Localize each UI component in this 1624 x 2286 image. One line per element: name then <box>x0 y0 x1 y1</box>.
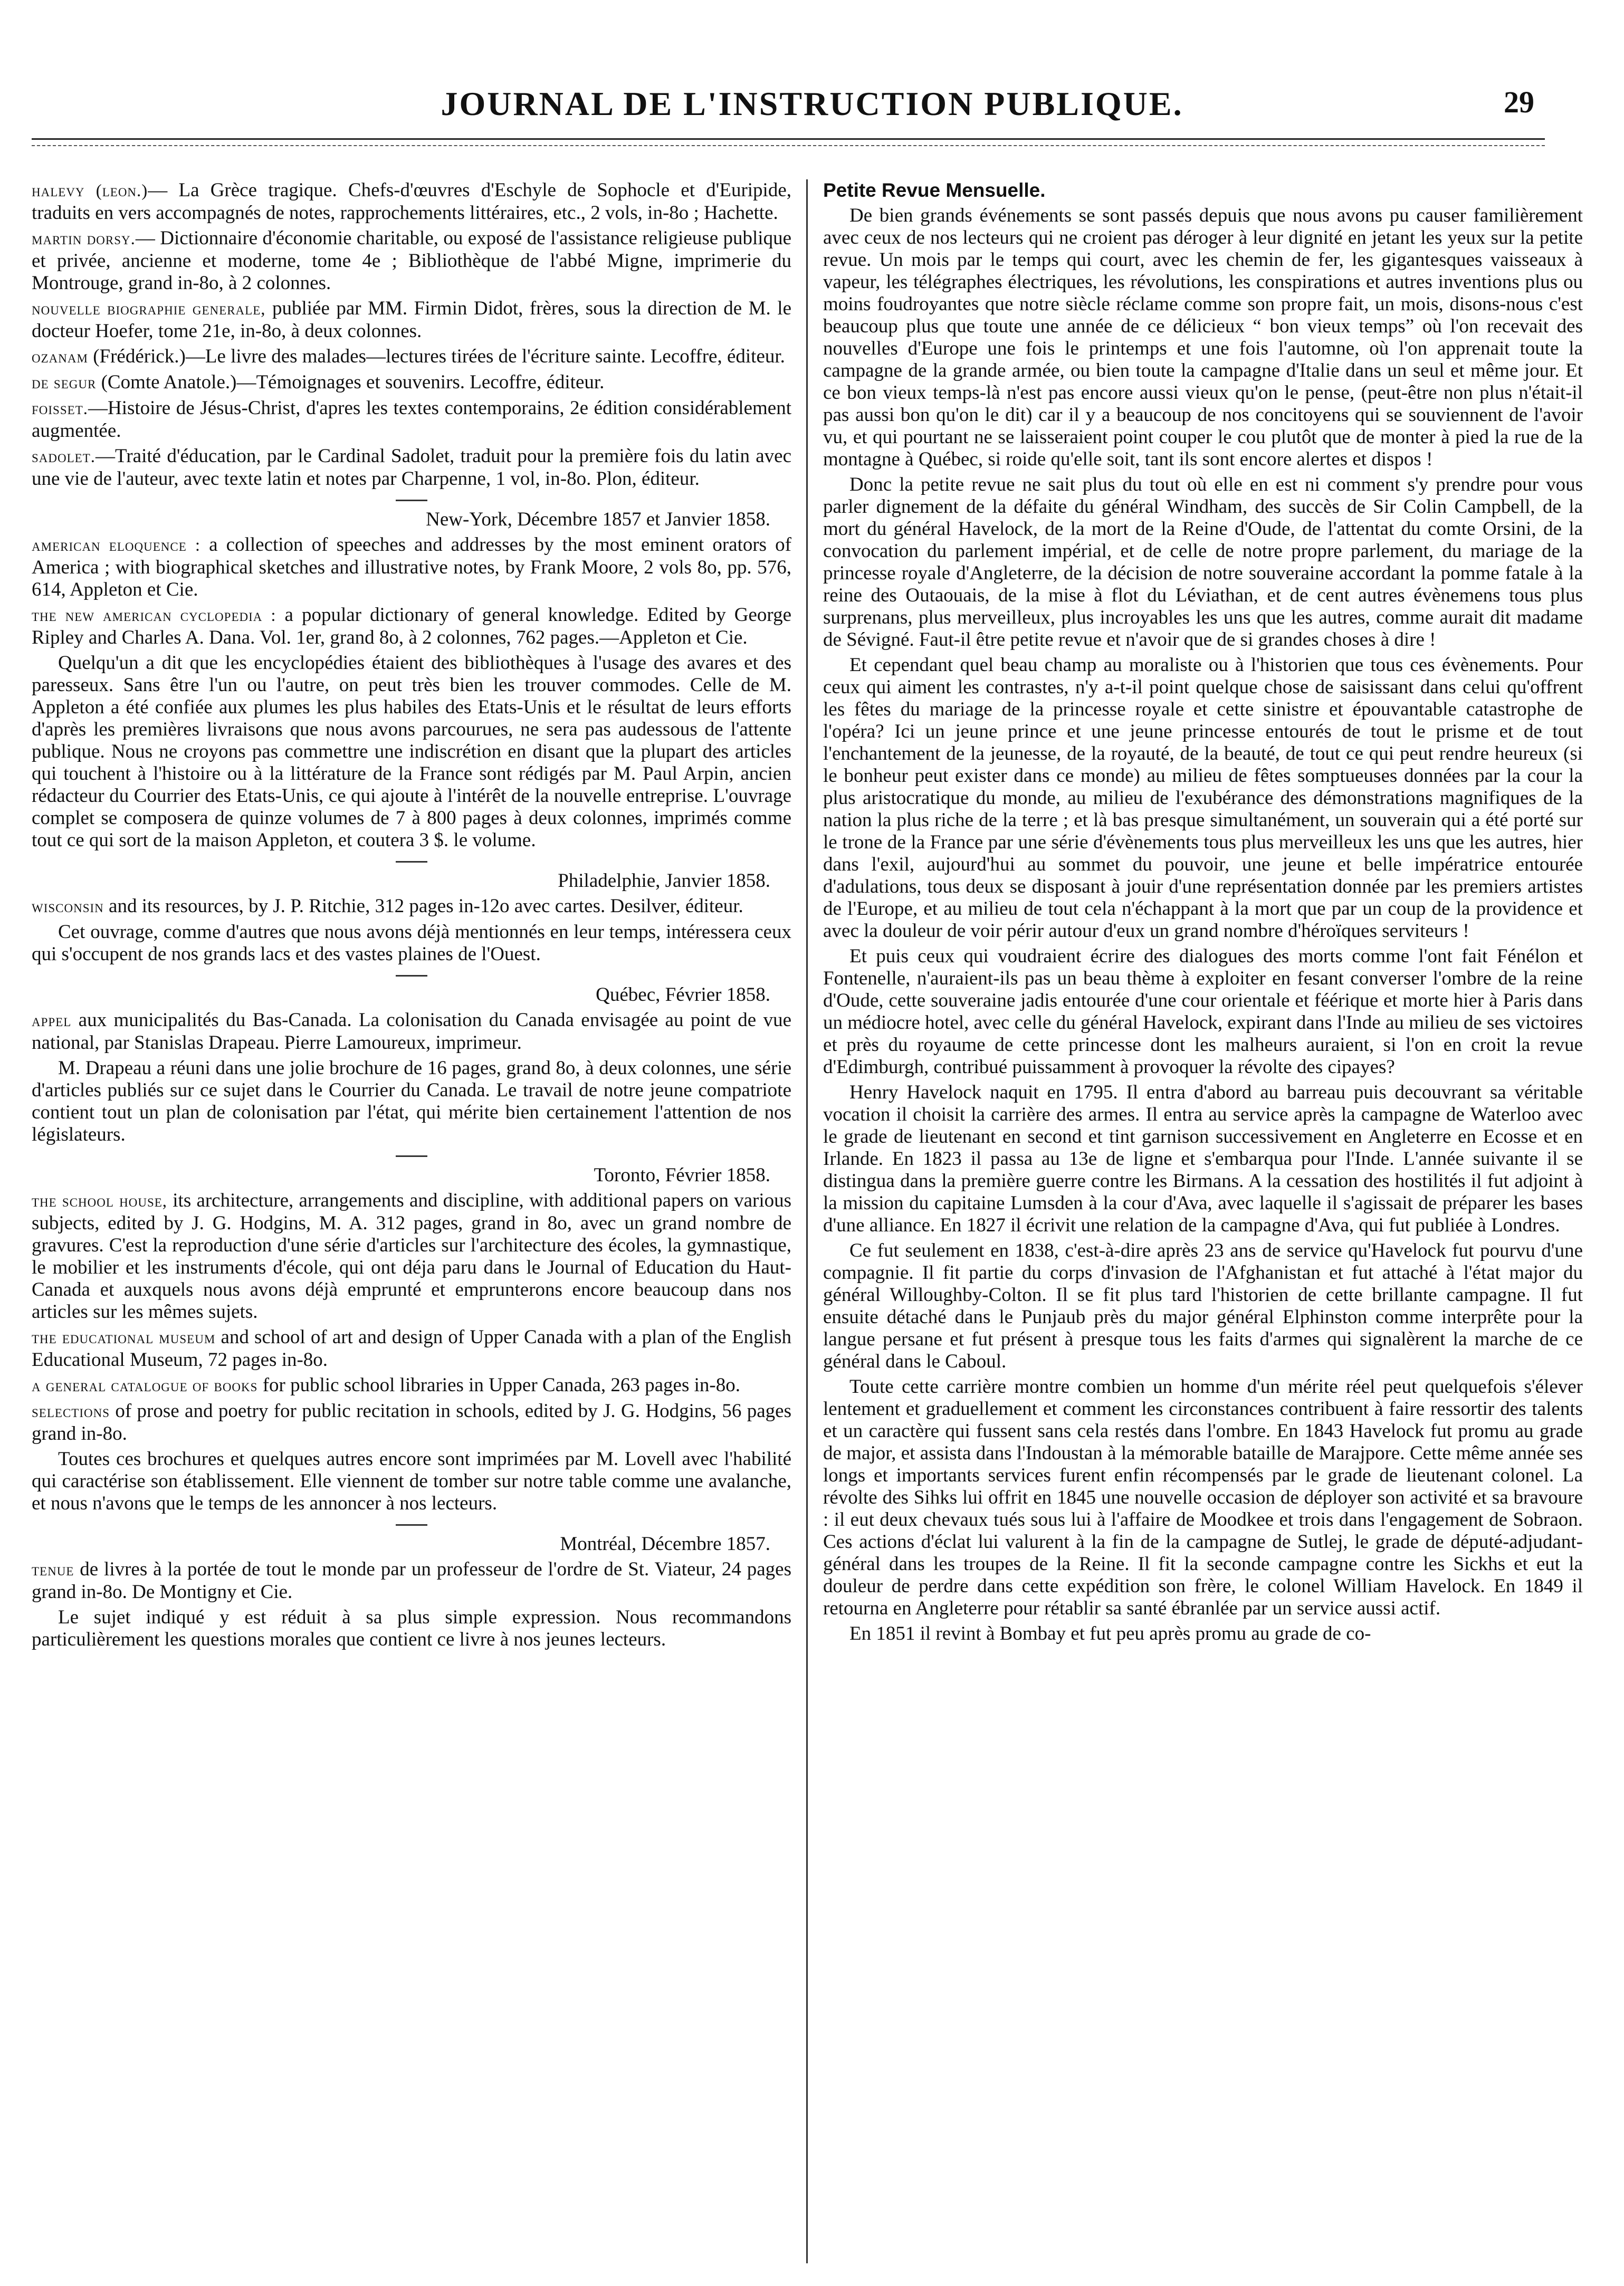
section-dash <box>396 1155 427 1157</box>
entry-sadolet <box>32 445 791 490</box>
paragraph-drapeau-review: M. Drapeau a réuni dans une jolie brochure de 16 pages, grand 8o, à deux colonnes, une série d'articles publiés sur ce sujet dans le Courrier du Canada. Le travail de notre jeune compatriote contient tout un plan de colonisation par l'état, qui mérite bien certainement l'attention de nos législateurs. <box>32 1057 791 1145</box>
entry-text: (Frédérick.)—Le livre des malades—lectures tirées de l'écriture sainte. Lecoffre, éditeur. <box>88 346 785 367</box>
entry-text: and its resources, by J. P. Ritchie, 312 pages in-12o avec cartes. Desilver, éditeur. <box>103 895 743 917</box>
entry-general-catalogue <box>32 1374 791 1397</box>
section-heading: Petite Revue Mensuelle. <box>823 179 1046 201</box>
entry-foisset <box>32 397 791 442</box>
revue-paragraph: En 1851 il revint à Bombay et fut peu après promu au grade de co- <box>849 1623 1371 1644</box>
entry-head: a general catalogue of books <box>32 1376 258 1395</box>
entry-text: a popular dictionary of general knowledge. Edited by George Ripley and Charles A. Dana. Vol. 1er, grand 8o, à 2 colonnes, 762 pages.—Appleton et Cie. <box>32 604 791 648</box>
entry-text: de livres à la portée de tout le monde par un professeur de l'ordre de St. Viateur, 24 pages grand in-8o. De Montigny et Cie. <box>32 1558 791 1603</box>
revue-paragraph: Et cependant quel beau champ au moraliste ou à l'historien que tous ces évènements. Pour ceux qui aiment les contrastes, n'y a-t-il point quelque chose de saisissant dans celui qu'offrent les fêtes du mariage de la princesse royale et cette sinistre et épouvantable catastrophe de l'opéra? Ici un jeune prince et une jeune princesse entourés de tout le prisme et de tout l'enchantement de la jeunesse, de la royauté, de la beauté, de tout ce qui peut rendre heureux (si le bonheur peut exister dans ce monde) au milieu de fêtes somptueuses données par la cour la plus aristocratique du monde, au milieu de l'exubérance des démonstrations magnifiques de la nation la plus riche de la terre ; et là bas presque simultanément, un souverain qui a été porté sur le trone de la France par une série d'évènements tous plus merveilleux les uns que les autres, hier dans l'exil, aujourd'hui au sommet du pouvoir, une jeune et belle impératrice entourée d'adulations, tous deux se disposant à jouir d'une représentation donnée par les premiers artistes de l'Europe, et au milieu de tout cela n'échappant à la mort que par un coup de la providence et avec la douleur de voir périr autour d'eux un grand nombre d'héroïques serviteurs ! <box>823 654 1583 942</box>
entry-text: — La Grèce tragique. Chefs-d'œuvres d'Eschyle de Sophocle et d'Euripide, traduits en vers accompagnés de notes, rapprochements littéraires, etc., 2 vols, in-8o ; Hachette. <box>32 179 791 224</box>
entry-head: nouvelle biographie generale, <box>32 300 266 319</box>
place-date-new-york: New-York, Décembre 1857 et Janvier 1858. <box>426 509 770 530</box>
masthead <box>0 79 1624 132</box>
right-column <box>823 179 1583 2263</box>
entry-halevy <box>32 179 791 224</box>
entry-head: ozanam <box>32 348 88 367</box>
revue-paragraph: Et puis ceux qui voudraient écrire des dialogues des morts comme l'ont fait Fénélon et Fontenelle, n'auraient-ils pas un beau thème à exploiter en fesant converser l'ombre de la reine d'Oude, cette souveraine jadis entourée d'une cour orientale et féérique et morte hier à Paris dans un médiocre hotel, avec celle du général Havelock, expirant dans l'Inde au milieu de ses victoires et près du royaume de cette princesse dont les malheurs auraient, si l'on en croit la revue d'Edimburgh, contribué puissamment à provoquer la révolte des cipayes? <box>823 945 1583 1078</box>
paragraph-tenue-review: Le sujet indiqué y est réduit à sa plus simple expression. Nous recommandons particulièrement les questions morales que contient ce livre à nos jeunes lecteurs. <box>32 1606 791 1650</box>
entry-new-american-cyclopedia <box>32 604 791 649</box>
entry-martin-dorsy <box>32 227 791 294</box>
place-date-montreal: Montréal, Décembre 1857. <box>560 1533 770 1555</box>
entry-nouvelle-biographie <box>32 298 791 342</box>
revue-paragraph: Donc la petite revue ne sait plus du tout où elle en est ni comment s'y prendre pour vous parler dignement de la défaite du général Windham, des succès de Sir Colin Campbell, de la mort du général Havelock, de la mort de la Reine d'Oude, de l'attentat du comte Orsini, de la convocation du parlement impérial, et de celle de notre propre parlement, du mariage de la princesse royale d'Angleterre, de la décision de notre souveraine accordant la pomme fatale à la reine des Outaouais, de la mise à flot du Léviathan, et de cent autres évènemens tous plus surprenans, plus merveilleux, plus incroyables les uns que les autres, comme aurait dit madame de Sévigné. Faut-il être petite revue et n'avoir que de si grandes choses à dire ! <box>823 474 1583 651</box>
entry-head: american eloquence : <box>32 536 201 555</box>
revue-paragraph: Ce fut seulement en 1838, c'est-à-dire après 23 ans de service qu'Havelock fut pourvu d'une compagnie. Il fit partie du corps d'invasion de l'Afghanistan et fut attaché à l'état major du général Willoughby-Colton. Il se fit plus tard l'historien de cette brillante campagne. Il fut ensuite détaché dans le Punjaub près du major général Elphinston comme interprête pour la langue persane et fut présent à presque tous les faits d'armes qui signalèrent la marche de ce général dans le Caboul. <box>823 1240 1583 1372</box>
journal-title: JOURNAL DE L'INSTRUCTION PUBLIQUE. <box>441 85 1183 122</box>
entry-educational-museum <box>32 1326 791 1371</box>
paragraph-wisconsin-review: Cet ouvrage, comme d'autres que nous avons déjà mentionnés en leur temps, intéressera ceux qui s'occupent de nos grands lacs et des vastes plaines de l'Ouest. <box>32 921 791 965</box>
place-date-quebec: Québec, Février 1858. <box>596 984 770 1006</box>
entry-text: aux municipalités du Bas-Canada. La colonisation du Canada envisagée au point de vue national, par Stanislas Drapeau. Pierre Lamoureux, imprimeur. <box>32 1009 791 1054</box>
revue-paragraph: De bien grands événements se sont passés depuis que nous avons pu causer familièrement avec ceux de nos lecteurs qui ne croient pas déroger à leur dignité en jetant les yeux sur la petite revue. Un mois par le temps qui court, avec les chemin de fer, les gigantesques vaisseaux à vapeur, les télégraphes électriques, les révolutions, les conspirations et autres inventions plus ou moins foudroyantes que notre siècle réclame comme son propre fait, un mois, disons-nous c'est beaucoup plus que toute une année de ce délicieux “ bon vieux temps” où l'on recevait des nouvelles d'Europe une fois le printemps et une fois l'automne, où l'on apprenait toute la campagne de la grande armée, ou bien toute la campagne d'Italie dans un seul et même jour. Et ce bon vieux temps-là n'est pas encore aussi vieux qu'on le pense, (peut-être non plus n'était-il pas aussi bon qu'on le dit) car il y a beaucoup de nos concitoyens qui se souviennent de l'avoir vu, et qui pourtant ne se laisseraient point couper le cou plutôt que de monter à pied la rue de la montagne à Québec, si roide qu'elle soit, tant ils sont encore alertes et dispos ! <box>823 205 1583 470</box>
left-column <box>32 179 791 2263</box>
entry-head: wisconsin <box>32 897 104 916</box>
entry-text: — Dictionnaire d'économie charitable, ou exposé de l'assistance religieuse publique et privée, ancienne et moderne, tome 4e ; Bibliothèque de l'abbé Migne, imprimerie du Montrouge, grand in-8o, à 2 colonnes. <box>32 227 791 294</box>
section-dash <box>396 1524 427 1526</box>
entry-head: tenue <box>32 1561 74 1580</box>
entry-head: de segur <box>32 374 97 393</box>
entry-head: foisset. <box>32 399 88 418</box>
header-rule-dashed <box>32 145 1545 146</box>
section-dash <box>396 975 427 977</box>
entry-text: —Histoire de Jésus-Christ, d'apres les textes contemporains, 2e édition considérablement augmentée. <box>32 397 791 442</box>
place-date-toronto: Toronto, Février 1858. <box>594 1164 770 1186</box>
entry-tenue-de-livres <box>32 1558 791 1603</box>
entry-head: the school house, <box>32 1192 168 1211</box>
entry-school-house <box>32 1190 791 1323</box>
entry-de-segur <box>32 371 791 394</box>
entry-text: and school of art and design of Upper Canada with a plan of the English Educational Museum, 72 pages in-8o. <box>32 1326 791 1371</box>
entry-ozanam <box>32 346 791 368</box>
entry-text: (Comte Anatole.)—Témoignages et souvenirs. Lecoffre, éditeur. <box>96 371 605 393</box>
paragraph-lovell-review: Toutes ces brochures et quelques autres encore sont imprimées par M. Lovell avec l'habilité qui caractérise son établissement. Elle viennent de tomber sur notre table comme une avalanche, et nous n'avons que le temps de les annoncer à nos lecteurs. <box>32 1448 791 1514</box>
entry-head: halevy (leon.) <box>32 181 148 200</box>
entry-text: a collection of speeches and addresses by the most eminent orators of America ; with biographical sketches and illustrative notes, by Frank Moore, 2 vols 8o, pp. 576, 614, Appleton et Cie. <box>32 534 791 600</box>
entry-text: for public school libraries in Upper Canada, 263 pages in-8o. <box>257 1374 740 1396</box>
header-rule <box>32 138 1545 140</box>
place-date-philadelphie: Philadelphie, Janvier 1858. <box>558 870 770 892</box>
entry-text: of prose and poetry for public recitation in schools, edited by J. G. Hodgins, 56 pages grand in-8o. <box>32 1400 791 1445</box>
entry-text: —Traité d'éducation, par le Cardinal Sadolet, traduit pour la première fois du latin avec une vie de l'auteur, avec texte latin et notes par Charpenne, 1 vol, in-8o. Plon, éditeur. <box>32 445 791 490</box>
section-dash <box>396 861 427 863</box>
entry-head: the educational museum <box>32 1328 216 1347</box>
column-divider <box>806 179 808 2263</box>
entry-selections <box>32 1400 791 1445</box>
entry-text: its architecture, arrangements and discipline, with additional papers on various subjects, edited by J. G. Hodgins, M. A. 312 pages, grand in 8o, avec un grand nombre de gravures. C'est la reproduction d'une série d'articles sur l'architecture des écoles, la gymnastique, le mobilier et les instruments d'école, qui ont déja paru dans le Journal of Education du Haut-Canada et auxquels nous avons déjà emprunté et emprunterons encore beaucoup dans nos articles sur les mêmes sujets. <box>32 1190 791 1323</box>
entry-head: sadolet. <box>32 447 96 466</box>
entry-head: martin dorsy. <box>32 229 136 248</box>
page-number: 29 <box>1504 85 1534 119</box>
entry-wisconsin <box>32 895 791 918</box>
section-dash <box>396 500 427 501</box>
entry-head: selections <box>32 1402 110 1421</box>
paragraph-cyclopedia-review: Quelqu'un a dit que les encyclopédies étaient des bibliothèques à l'usage des avares et des paresseux. Sans être l'un ou l'autre, on peut très bien les trouver commodes. Celle de M. Appleton a été confiée aux plumes les plus habiles des Etats-Unis et le résultat de leurs efforts d'après les premières livraisons que nous avons parcourues, ne sera pas audessous de l'attente publique. Nous ne croyons pas commettre une indiscrétion en disant que la plupart des articles qui touchent à l'histoire ou à la littérature de la France sont rédigés par M. Paul Arpin, ancien rédacteur du Courrier des Etats-Unis, ce qui ajoute à l'intérêt de la nouvelle entreprise. L'ouvrage complet se composera de quinze volumes de 7 à 800 pages à deux colonnes, imprimés comme tout ce qui sort de la maison Appleton, et coutera 3 $. le volume. <box>32 652 791 851</box>
entry-head: appel <box>32 1011 72 1030</box>
entry-american-eloquence <box>32 534 791 601</box>
entry-appel <box>32 1009 791 1054</box>
entry-text: publiée par MM. Firmin Didot, frères, sous la direction de M. le docteur Hoefer, tome 21e, in-8o, à deux colonnes. <box>32 298 791 342</box>
revue-paragraph: Henry Havelock naquit en 1795. Il entra d'abord au barreau puis decouvrant sa véritable vocation il choisit la carrière des armes. Il entra au service après la campagne de Waterloo avec le grade de lieutenant en second et tint garnison successivement en Angleterre en Ecosse et en Irlande. En 1823 il passa au 13e de ligne et s'embarqua pour l'Inde. L'année suivante il se distingua dans la première guerre contre les Birmans. A la cessation des hostilités il fut adjoint à la mission du capitaine Lumsden à la cour d'Ava, avec laquelle il s'agissait de préparer les bases d'une alliance. En 1827 il écrivit une relation de la campagne d'Ava, qui fut publiée à Londres. <box>823 1082 1583 1236</box>
entry-head: the new american cyclopedia : <box>32 606 276 625</box>
revue-paragraph: Toute cette carrière montre combien un homme d'un mérite réel peut quelquefois s'élever lentement et graduellement et comment les circonstances contribuent à faire ressortir des talents et un caractère qui fussent sans cela restés dans l'ombre. En 1843 Havelock fut promu au grade de major, et assista dans l'Indoustan à la mémorable bataille de Marajpore. Cette même année ses longs et importants services furent enfin récompensés par le grade de lieutenant colonel. La révolte des Sihks lui offrit en 1845 une nouvelle occasion de déployer son activité et sa bravoure : il eut deux chevaux tués sous lui à l'affaire de Moodkee et trois dans l'engagement de Sobraon. Ces actions d'éclat lui valurent à la fin de la campagne de Sutlej, le grade de député-adjudant-général dans les troupes de la Reine. Il fit la seconde campagne contre les Sickhs et eut la douleur de perdre dans cette expédition son frère, le colonel William Havelock. En 1849 il retourna en Angleterre pour rétablir sa santé ébranlée par un service aussi actif. <box>823 1376 1583 1619</box>
